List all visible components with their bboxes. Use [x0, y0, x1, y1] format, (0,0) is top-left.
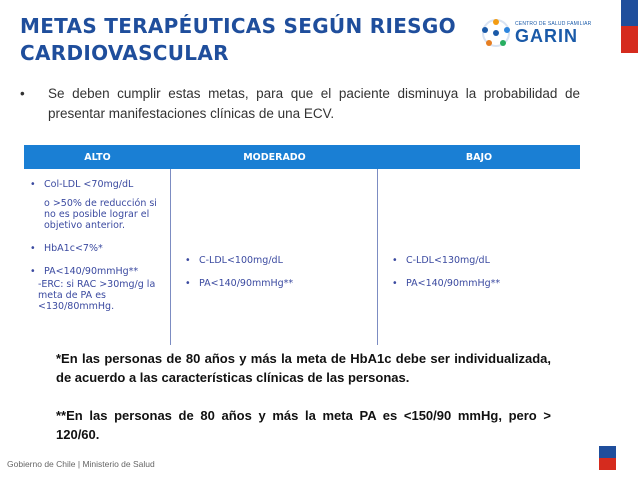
header-moderado: MODERADO	[243, 151, 306, 163]
slide-title: METAS TERAPÉUTICAS SEGÚN RIESGO CARDIOVASCULAR	[20, 14, 456, 65]
logo-name: GARIN	[515, 26, 578, 46]
alto-hba1c-goal: HbA1c<7%*	[44, 243, 103, 254]
footnote-hba1c: *En las personas de 80 años y más la meta de HbA1c debe ser individualizada, de acuerdo a las características clínicas de las personas.	[56, 351, 551, 385]
bajo-ldl-goal: C-LDL<130mg/dL	[406, 255, 490, 266]
alto-ldl-goal: Col-LDL <70mg/dL	[44, 179, 134, 190]
column-moderado: • C-LDL<100mg/dL • PA<140/90mmHg**	[171, 169, 378, 345]
moderado-pa-goal: PA<140/90mmHg**	[199, 278, 294, 289]
people-circle-icon	[480, 17, 512, 49]
table-body	[24, 169, 580, 345]
alto-ldl-alternative: o >50% de reducción si no es posible lograr el objetivo anterior.	[44, 198, 157, 231]
intro-bullet	[20, 84, 580, 124]
moderado-ldl-goal: C-LDL<100mg/dL	[199, 255, 283, 266]
footnote-pa: **En las personas de 80 años y más la meta PA es <150/90 mmHg, pero > 120/60.	[56, 408, 551, 442]
footer-credit: Gobierno de Chile | Ministerio de Salud	[7, 459, 155, 469]
alto-pa-goal: PA<140/90mmHg**	[44, 266, 139, 277]
table-header	[24, 145, 580, 169]
header-bajo: BAJO	[465, 151, 493, 163]
chile-flag-mark	[599, 446, 616, 470]
footnotes-box	[47, 345, 560, 448]
header-alto: ALTO	[84, 151, 111, 163]
alto-erc-note: -ERC: si RAC >30mg/g la meta de PA es <130/80mmHg.	[38, 279, 156, 312]
cesfam-garin-logo	[480, 16, 600, 50]
bullet-marker: •	[20, 86, 25, 101]
chile-flag-stripe	[621, 0, 638, 53]
column-alto: • Col-LDL <70mg/dL o >50% de reducción si no es posible lograr el objetivo anterior. • HbA1c<7%* • PA<140/90mmHg** -ERC: si RAC >30mg/g la meta de PA es <130/80mmHg.	[24, 169, 171, 345]
bajo-pa-goal: PA<140/90mmHg**	[406, 278, 501, 289]
risk-goals-table	[24, 145, 580, 345]
intro-text: Se deben cumplir estas metas, para que el paciente disminuya la probabilidad de presentar manifestaciones clínicas de una ECV.	[48, 86, 580, 121]
column-bajo: • C-LDL<130mg/dL • PA<140/90mmHg**	[392, 255, 501, 289]
logo-subtitle: CENTRO DE SALUD FAMILIAR	[515, 21, 592, 27]
